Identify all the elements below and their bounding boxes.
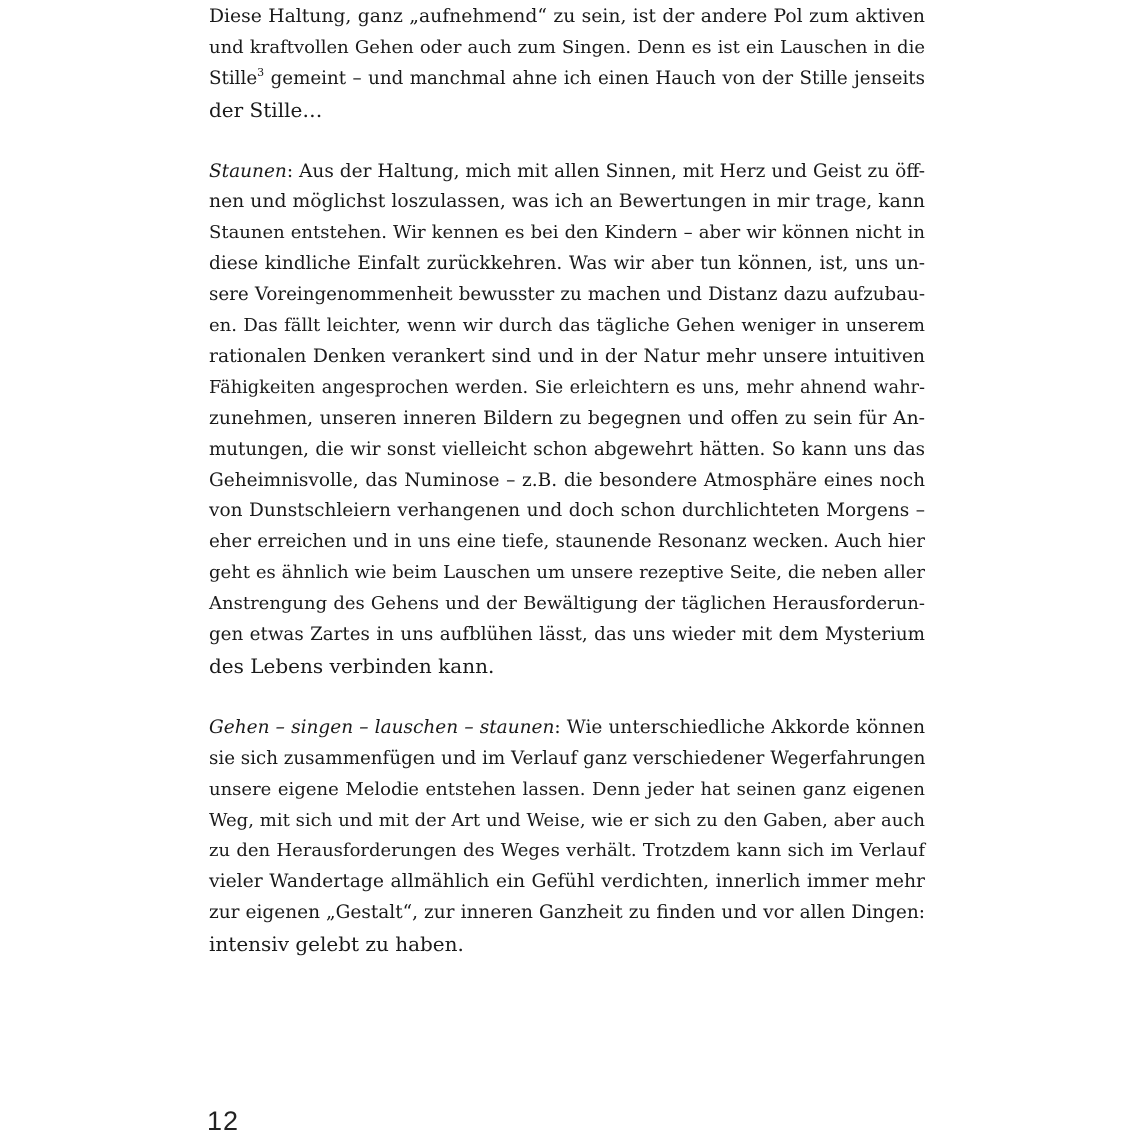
text-line: rationalen Denken verankert sind und in der Natur mehr unsere intuitiven	[209, 345, 925, 367]
text-line: mutungen, die wir sonst vielleicht schon abgewehrt hätten. So kann uns das	[209, 438, 925, 460]
text-line: Fähigkeiten angesprochen werden. Sie erleichtern es uns, mehr ahnend wahr-	[209, 377, 925, 398]
text-line: Staunen entstehen. Wir kennen es bei den Kindern – aber wir können nicht in	[209, 222, 925, 244]
text-line: vieler Wandertage allmählich ein Gefühl verdichten, innerlich immer mehr	[209, 871, 925, 893]
text-line: der Stille…	[209, 97, 323, 122]
line-rest: : Aus der Haltung, mich mit allen Sinnen, mit Herz und Geist zu öff-	[286, 160, 925, 182]
text-line	[209, 157, 925, 188]
text-line: von Dunstschleiern verhangenen und doch schon durchlichteten Morgens –	[209, 500, 925, 522]
line-rest: gemeint – und manchmal ahne ich einen Hauch von der Stille jenseits	[264, 67, 925, 89]
paragraph-2	[209, 157, 925, 682]
text-line: Diese Haltung, ganz „aufnehmend“ zu sein, ist der andere Pol zum aktiven	[209, 6, 925, 27]
text-line	[209, 713, 925, 744]
body-text	[209, 2, 925, 960]
line-start: Stille	[209, 67, 258, 89]
text-line: en. Das fällt leichter, wenn wir durch das tägliche Gehen weniger in unserem	[209, 315, 925, 337]
paragraph-3	[209, 713, 925, 960]
text-line: gen etwas Zartes in uns aufblühen lässt, das uns wieder mit dem Mysterium	[209, 624, 925, 646]
italic-term: Staunen	[209, 160, 287, 182]
text-line: und kraftvollen Gehen oder auch zum Singen. Denn es ist ein Lauschen in die	[209, 36, 925, 58]
text-line: diese kindliche Einfalt zurückkehren. Was wir aber tun können, ist, uns un-	[209, 253, 925, 275]
text-line: geht es ähnlich wie beim Lauschen um unsere rezeptive Seite, die neben aller	[209, 562, 925, 584]
text-line: Geheimnisvolle, das Numinose – z.B. die besondere Atmosphäre eines noch	[209, 469, 925, 491]
text-line: unsere eigene Melodie entstehen lassen. Denn jeder hat seinen ganz eigenen	[209, 778, 925, 800]
text-line: sere Voreingenommenheit bewusster zu machen und Distanz dazu aufzubau-	[209, 284, 925, 306]
text-line	[209, 64, 925, 95]
text-line: Weg, mit sich und mit der Art und Weise, wie er sich zu den Gaben, aber auch	[209, 809, 925, 831]
paragraph-1	[209, 2, 925, 126]
footnote-marker: 3	[257, 65, 265, 79]
italic-term: Gehen – singen – lauschen – staunen	[209, 716, 555, 738]
line-rest: : Wie unterschiedliche Akkorde können	[554, 716, 925, 738]
text-line: zur eigenen „Gestalt“, zur inneren Ganzheit zu finden und vor allen Dingen:	[209, 902, 925, 924]
text-line: Anstrengung des Gehens und der Bewältigung der täglichen Herausforderun-	[209, 593, 925, 615]
text-line: nen und möglichst loszulassen, was ich an Bewertungen in mir trage, kann	[209, 191, 925, 213]
text-line: intensiv gelebt zu haben.	[209, 932, 464, 957]
text-line: des Lebens verbinden kann.	[209, 654, 495, 679]
text-line: eher erreichen und in uns eine tiefe, staunende Resonanz wecken. Auch hier	[209, 531, 925, 553]
text-line: zu den Herausforderungen des Weges verhält. Trotzdem kann sich im Verlauf	[209, 840, 925, 862]
text-line: sie sich zusammenfügen und im Verlauf ganz verschiedener Wegerfahrungen	[209, 747, 926, 769]
paragraph-gap	[209, 126, 925, 157]
text-line: zunehmen, unseren inneren Bildern zu begegnen und offen zu sein für An-	[209, 407, 925, 429]
page-number: 12	[207, 1106, 240, 1136]
paragraph-gap	[209, 682, 925, 713]
